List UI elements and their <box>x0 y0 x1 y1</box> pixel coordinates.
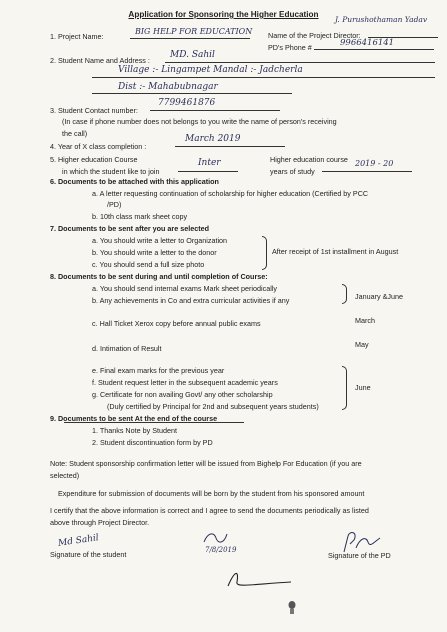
section-7-note: After receipt of 1st installment in August <box>272 247 399 256</box>
section-7-title: 7. Documents to be sent after you are selected <box>50 224 209 233</box>
section-6-b: b. 10th class mark sheet copy <box>92 212 188 221</box>
section-8-ab-brace <box>342 284 347 304</box>
director-name-handwritten: J. Purushothaman Yadav <box>335 15 428 24</box>
phone-value: 9966416141 <box>340 38 395 48</box>
section-9-1: 1. Thanks Note by Student <box>92 426 177 435</box>
section-8-g: g. Certificate for non availing Govt/ any other scholarship <box>92 390 273 399</box>
section-8-e: e. Final exam marks for the previous year <box>92 366 225 375</box>
section-8-b: b. Any achievements in Co and extra curricular activities if any <box>92 296 290 305</box>
student-signature-label: Signature of the student <box>50 550 127 559</box>
course-line <box>178 171 238 172</box>
address-line-1-rule <box>92 77 435 78</box>
section-8-a: a. You should send internal exams Mark sheet periodically <box>92 284 277 293</box>
section-8-f: f. Student request letter in the subsequent academic years <box>92 378 278 387</box>
section-8-d-note: May <box>355 340 369 349</box>
project-name-line <box>130 38 250 39</box>
course-label-2: in which the student like to join <box>62 167 160 176</box>
section-9-underline <box>64 422 244 423</box>
section-8-b-note: January &June <box>355 292 403 301</box>
completion-label: 4. Year of X class completion : <box>50 142 147 151</box>
student-name-value: MD. Sahil <box>170 50 215 60</box>
contact-note-1: (In case if phone number does not belongs to you write the name of person's receiving <box>62 117 337 126</box>
years-label-2: years of study <box>270 167 315 176</box>
years-line <box>322 171 412 172</box>
signature-date: 7/8/2019 <box>205 546 237 554</box>
section-7-b: b. You should write a letter to the donor <box>92 248 217 257</box>
certify-line-2: above through Project Director. <box>50 518 150 527</box>
expenditure-note: Expenditure for submission of documents will be born by the student from his sponsored amount <box>58 489 365 498</box>
section-7-a: a. You should write a letter to Organization <box>92 236 228 245</box>
course-value: Inter <box>198 158 221 168</box>
form-title: Application for Sponsoring the Higher Education <box>128 10 319 19</box>
section-6-a-cont: /PD) <box>107 200 122 209</box>
years-label-1: Higher education course <box>270 155 348 164</box>
completion-line <box>175 146 285 147</box>
address-line-2: Dist :- Mahabubnagar <box>118 82 218 92</box>
student-line <box>165 62 435 63</box>
section-6-a: a. A letter requesting continuation of scholarship for higher education (Certified by PCC <box>92 189 369 198</box>
years-value: 2019 - 20 <box>355 159 394 168</box>
bulb-icon <box>287 600 297 616</box>
section-7-c: c. You should send a full size photo <box>92 260 205 269</box>
director-label: Name of the Project Director: <box>268 31 361 40</box>
certify-line-1: I certify that the above information is correct and I agree to send the documents periodically as listed <box>50 506 369 515</box>
student-label: 2. Student Name and Address : <box>50 56 150 65</box>
pd-signature-label: Signature of the PD <box>328 551 391 560</box>
section-7-brace <box>262 236 267 270</box>
section-8-g-cont: (Duly certified by Principal for 2nd and subsequent years students) <box>107 402 319 411</box>
pen-stroke-icon <box>225 562 295 592</box>
section-6-title: 6. Documents to be attached with this application <box>50 177 219 186</box>
section-8-efg-brace <box>342 366 347 410</box>
project-name-label: 1. Project Name: <box>50 32 104 41</box>
contact-note-2: the call) <box>62 129 88 138</box>
section-8-title: 8. Documents to be sent during and until completion of Course: <box>50 272 268 281</box>
note-line-2: selected) <box>50 471 80 480</box>
section-9-title: 9. Documents to be sent At the end of the course <box>50 414 218 423</box>
address-line-2-rule <box>92 93 292 94</box>
project-name-value: BIG HELP FOR EDUCATION <box>135 27 253 36</box>
section-8-c: c. Hall Ticket Xerox copy before annual public exams <box>92 319 261 328</box>
section-8-d: d. Intimation of Result <box>92 344 162 353</box>
section-8-efg-note: June <box>355 383 371 392</box>
completion-value: March 2019 <box>185 134 241 144</box>
contact-label: 3. Student Contact number: <box>50 106 138 115</box>
phone-line <box>314 49 434 50</box>
section-8-c-note: March <box>355 316 375 325</box>
address-line-1: Village :- Lingampet Mandal :- Jadcherla <box>118 65 303 75</box>
student-signature: Md Sahil <box>57 533 100 549</box>
contact-value: 7799461876 <box>158 98 216 108</box>
contact-line <box>150 110 280 111</box>
phone-label: PD's Phone # <box>268 43 312 52</box>
note-line-1: Note: Student sponsorship confirmation letter will be issued from Bighelp For Education (if you are <box>50 459 362 468</box>
course-label-1: 5. Higher education Course <box>50 155 138 164</box>
section-9-2: 2. Student discontinuation form by PD <box>92 438 213 447</box>
date-scribble-icon <box>200 528 230 548</box>
